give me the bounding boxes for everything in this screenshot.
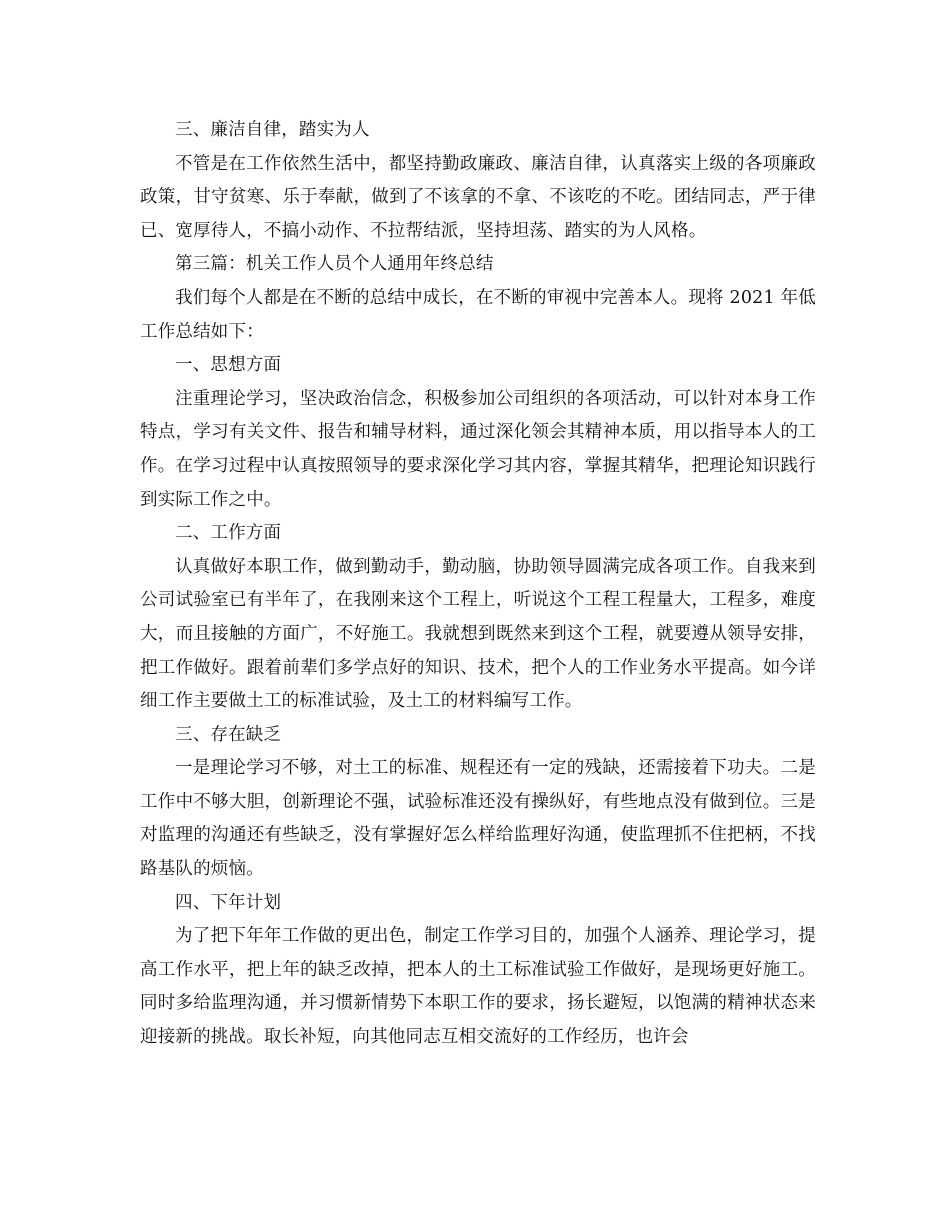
section-heading-plan: 四、下年计划	[175, 892, 282, 913]
paragraph-plan: 为了把下年年工作做的更出色，制定工作学习目的，加强个人涵养、理论学习，提高工作水平，把上年的缺乏改掉，把本人的土工标准试验工作做好，是现场更好施工。同时多给监理沟通，并习惯新情势下本职工作的要求，扬长避短，以饱满的精神状态来迎接新的挑战。取长补短，向其他同志互相交流好的工作经历，也许会	[140, 926, 816, 1048]
chapter-title: 第三篇：机关工作人员个人通用年终总结	[175, 254, 494, 275]
section-heading-integrity: 三、廉洁自律，踏实为人	[175, 120, 370, 140]
section-heading-thought: 一、思想方面	[175, 355, 282, 376]
paragraph-shortcomings: 一是理论学习不够，对土工的标准、规程还有一定的残缺，还需接着下功夫。二是工作中不够大胆，创新理论不强，试验标准还没有操纵好，有些地点没有做到位。三是对监理的沟通还有些缺乏，没有掌握好怎么样给监理好沟通，使监理抓不住把柄，不找路基队的烦恼。	[140, 758, 816, 880]
paragraph-integrity: 不管是在工作依然生活中，都坚持勤政廉政、廉洁自律，认真落实上级的各项廉政政策，甘守贫寒、乐于奉献，做到了不该拿的不拿、不该吃的不吃。团结同志，严于律已、宽厚待人，不搞小动作、不拉帮结派，坚持坦荡、踏实的为人风格。	[140, 153, 816, 241]
section-heading-shortcomings: 三、存在缺乏	[175, 724, 282, 745]
paragraph-work: 认真做好本职工作，做到勤动手，勤动脑，协助领导圆满完成各项工作。自我来到公司试验室已有半年了，在我刚来这个工程上，听说这个工程工程量大，工程多，难度大，而且接触的方面广，不好施工。我就想到既然来到这个工程，就要遵从领导安排，把工作做好。跟着前辈们多学点好的知识、技术，把个人的工作业务水平提高。如今详细工作主要做土工的标准试验，及土工的材料编写工作。	[140, 556, 816, 712]
paragraph-intro: 我们每个人都是在不断的总结中成长，在不断的审视中完善本人。现将 2021 年低工作总结如下：	[140, 287, 816, 342]
paragraph-thought: 注重理论学习，坚决政治信念，积极参加公司组织的各项活动，可以针对本身工作特点，学习有关文件、报告和辅导材料，通过深化领会其精神本质，用以指导本人的工作。在学习过程中认真按照领导的要求深化学习其内容，掌握其精华，把理论知识践行到实际工作之中。	[140, 388, 816, 510]
section-heading-work: 二、工作方面	[175, 523, 282, 544]
document-body	[140, 114, 816, 1055]
